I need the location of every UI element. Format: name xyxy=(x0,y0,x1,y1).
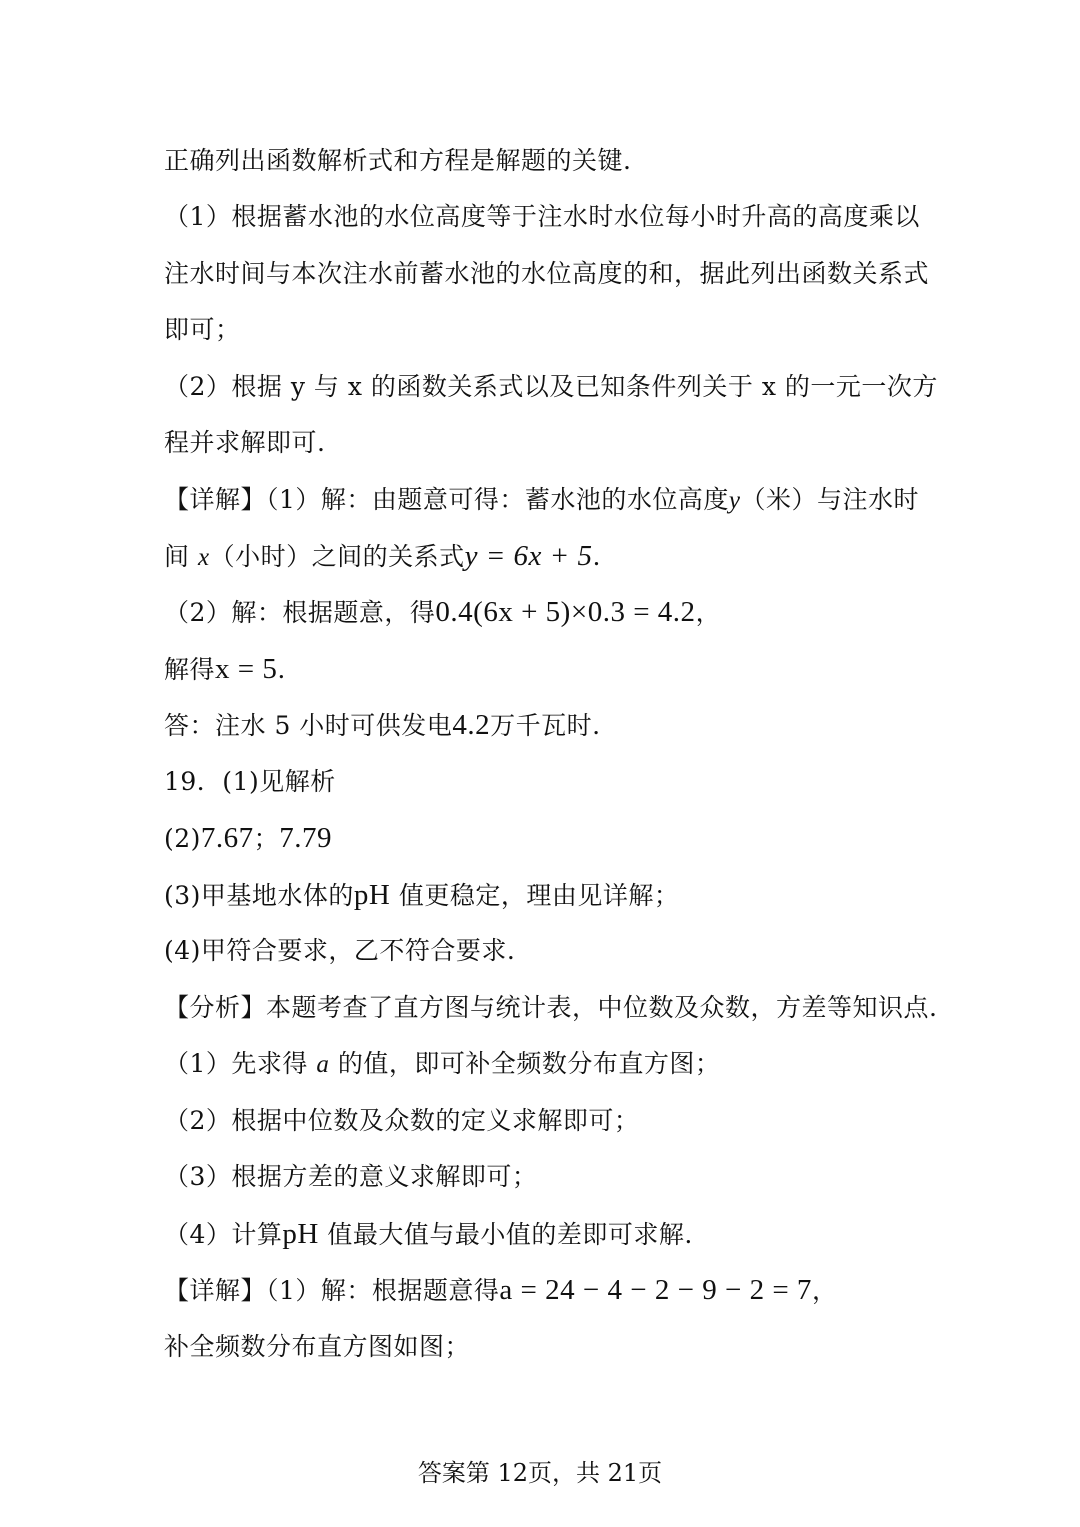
line-text: 值更稳定，理由见详解； xyxy=(398,881,680,910)
page-footer: 答案第 12页，共 21页 xyxy=(417,1459,663,1487)
text-line xyxy=(164,483,919,518)
text-line: 19．(1)见解析 xyxy=(164,767,336,796)
math-variable: a xyxy=(316,1051,330,1078)
line-text: 解得 xyxy=(164,655,216,684)
text-line: 补全频数分布直方图如图； xyxy=(164,1332,471,1361)
text-line xyxy=(164,539,601,575)
line-text: ； xyxy=(253,824,280,853)
line-text: 的值，即可补全频数分布直方图； xyxy=(337,1049,721,1078)
line-text: . xyxy=(592,542,601,571)
line-text: ， xyxy=(695,598,722,627)
line-text: （米）与注水时 xyxy=(740,485,920,514)
math-expression: 4.2 xyxy=(452,709,491,741)
math-expression: pH xyxy=(353,879,391,911)
text-line: 注水时间与本次注水前蓄水池的水位高度的和，据此列出函数关系式 xyxy=(164,259,930,288)
text-line: （2）根据中位数及众数的定义求解即可； xyxy=(164,1106,640,1135)
line-text: 【详解】（1）解：根据题意得 xyxy=(164,1276,500,1305)
line-text: 间 xyxy=(164,542,190,571)
line-text: (3)甲基地水体的 xyxy=(164,881,354,910)
line-text: 【详解】（1）解：由题意可得：蓄水池的水位高度 xyxy=(164,485,729,514)
math-expression: 7.67 xyxy=(200,822,254,854)
math-expression: a = 24 − 4 − 2 − 9 − 2 = 7 xyxy=(499,1274,812,1306)
line-text: （2）解：根据题意，得 xyxy=(164,598,436,627)
math-variable: y xyxy=(728,487,741,514)
line-text: （小时）之间的关系式 xyxy=(209,542,465,571)
text-line xyxy=(164,878,679,913)
math-expression: y = 6x + 5 xyxy=(464,540,593,572)
line-text: （1）先求得 xyxy=(164,1049,308,1078)
text-line: 【分析】本题考查了直方图与统计表，中位数及众数，方差等知识点. xyxy=(164,993,938,1022)
text-line xyxy=(164,1273,837,1308)
text-line: (4)甲符合要求，乙不符合要求. xyxy=(164,936,516,965)
math-expression: pH xyxy=(282,1218,319,1250)
text-line: （1）根据蓄水池的水位高度等于注水时水位每小时升高的高度乘以 xyxy=(164,202,920,231)
text-line: 即可； xyxy=(164,315,241,344)
text-line xyxy=(164,1047,720,1082)
line-text: . xyxy=(277,655,286,684)
math-expression: 0.4(6x + 5)×0.3 = 4.2 xyxy=(435,596,696,628)
text-line: 程并求解即可. xyxy=(164,428,326,457)
text-line xyxy=(164,821,332,856)
line-text: （4）计算 xyxy=(164,1220,283,1249)
text-line: （3）根据方差的意义求解即可； xyxy=(164,1162,538,1191)
line-text: (2) xyxy=(164,824,201,853)
line-text: 万千瓦时. xyxy=(490,711,601,740)
text-line xyxy=(164,652,286,687)
text-line: （2）根据 y 与 x 的函数关系式以及已知条件列关于 x 的一元一次方 xyxy=(164,372,938,401)
text-line xyxy=(164,595,721,630)
math-variable: x xyxy=(197,544,210,571)
text-line: 正确列出函数解析式和方程是解题的关键. xyxy=(164,146,632,175)
line-text: 答：注水 5 小时可供发电 xyxy=(164,711,453,740)
math-expression: 7.79 xyxy=(279,822,332,854)
line-text: ， xyxy=(811,1276,838,1305)
text-line xyxy=(164,1217,693,1252)
line-text: 值最大值与最小值的差即可求解. xyxy=(327,1220,693,1249)
math-expression: x = 5 xyxy=(215,653,278,685)
text-line xyxy=(164,708,601,743)
